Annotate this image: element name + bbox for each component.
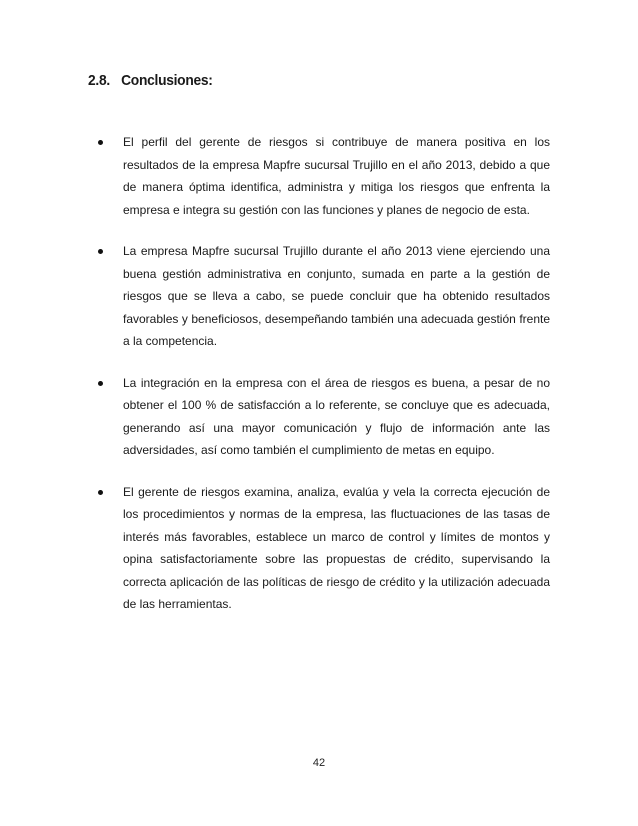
bullet-dot-icon — [98, 140, 103, 145]
section-number: 2.8. — [88, 72, 110, 89]
list-item-text: El perfil del gerente de riesgos si contribuye de manera positiva en los resultados de la empresa Mapfre sucursal Trujillo en el año 2013, debido a que de manera óptima identifica, administra y mitiga los riesgos que enfrenta la empresa e integra su gestión con las funciones y planes de negocio de esta. — [123, 135, 550, 217]
list-item-text: La integración en la empresa con el área de riesgos es buena, a pesar de no obtener el 100 % de satisfacción a lo referente, se concluye que es adecuada, generando así una mayor comunicación y flujo de información ante las adversidades, así como también el cumplimiento de metas en equipo. — [123, 375, 550, 457]
conclusions-list — [88, 131, 550, 635]
list-item — [88, 481, 550, 616]
bullet-dot-icon — [98, 490, 103, 495]
list-item — [88, 372, 550, 462]
bullet-dot-icon — [98, 249, 103, 254]
section-heading — [88, 72, 213, 89]
list-item-text: El gerente de riesgos examina, analiza, evalúa y vela la correcta ejecución de los procedimientos y normas de la empresa, las fluctuaciones de las tasas de interés más favorables, establece un marco de control y límites de montos y opina satisfactoriamente sobre las propuestas de crédito, supervisando la correcta aplicación de las políticas de riesgo de crédito y la utilización adecuada de las herramientas. — [123, 484, 550, 611]
bullet-dot-icon — [98, 381, 103, 386]
page-number: 42 — [312, 757, 326, 769]
list-item-text: La empresa Mapfre sucursal Trujillo durante el año 2013 viene ejerciendo una buena gestión administrativa en conjunto, sumada en parte a la gestión de riesgos que se lleva a cabo, se puede concluir que ha obtenido resultados favorables y beneficiosos, desempeñando también una adecuada gestión frente a la competencia. — [123, 244, 550, 348]
list-item — [88, 240, 550, 353]
section-title: Conclusiones: — [121, 72, 213, 89]
list-item — [88, 131, 550, 221]
